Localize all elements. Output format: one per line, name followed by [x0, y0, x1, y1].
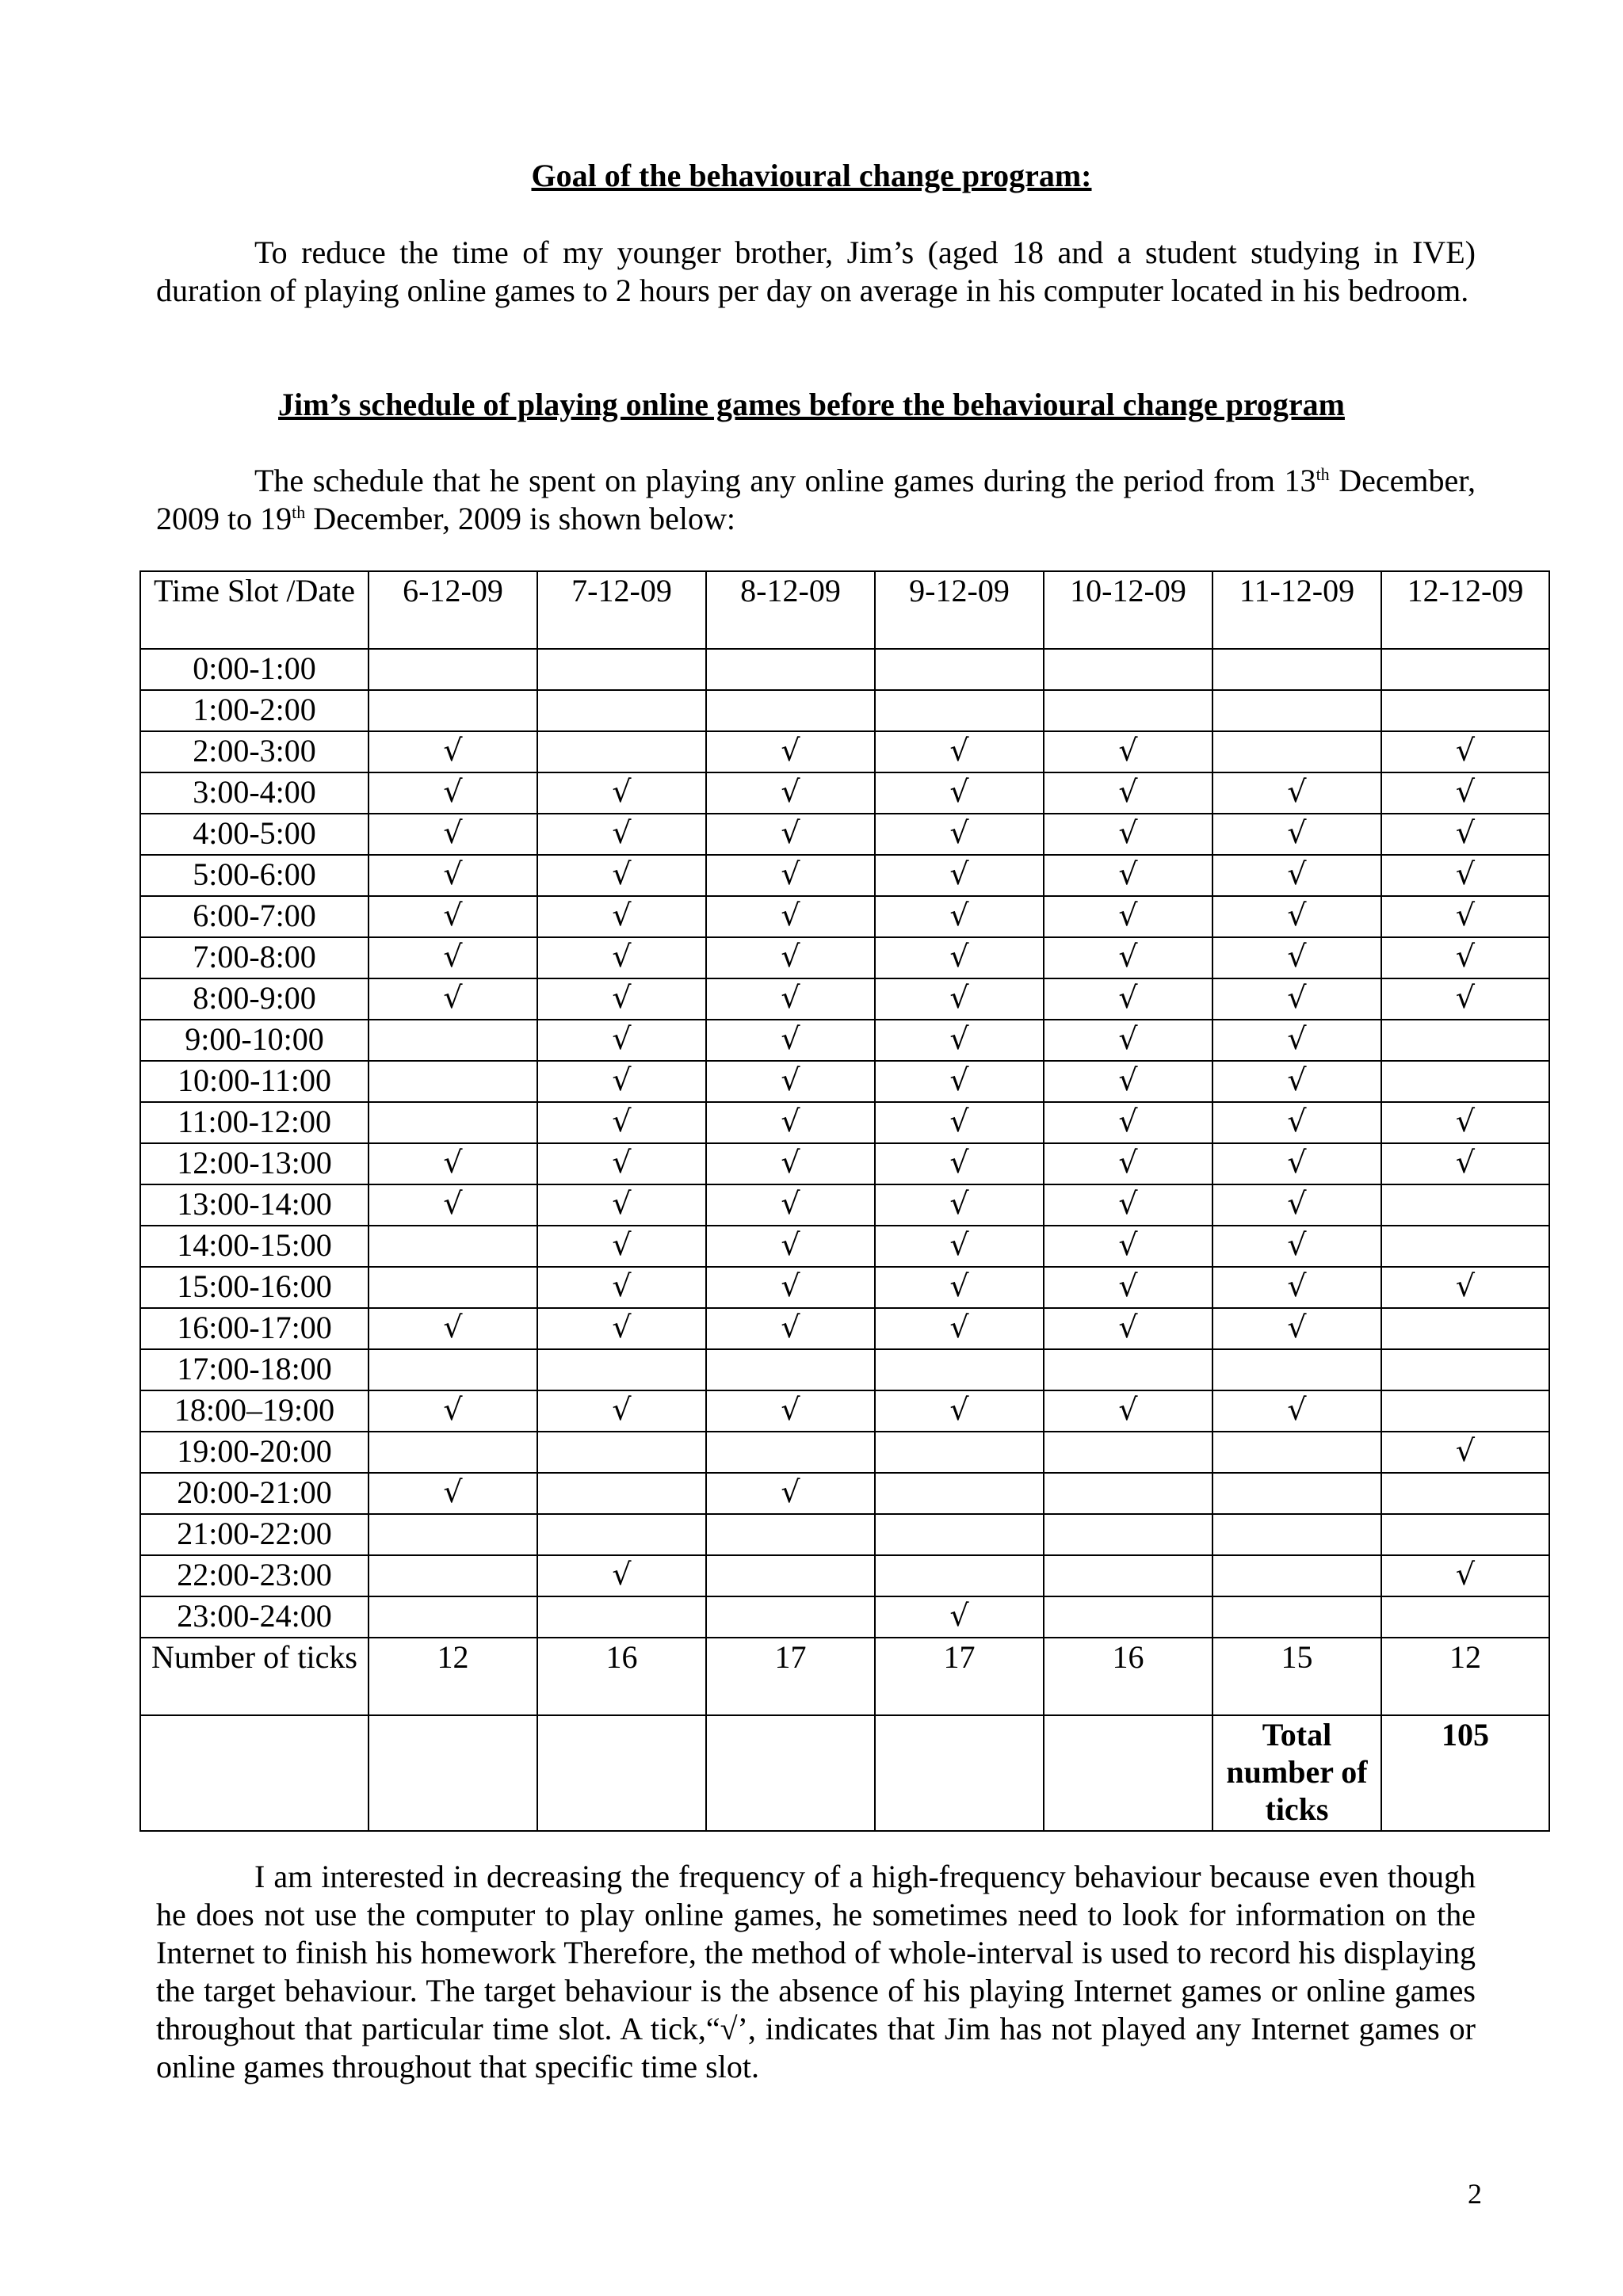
tick-cell: √ [1212, 1143, 1381, 1184]
tick-cell [875, 1349, 1044, 1390]
tick-cell [537, 1349, 706, 1390]
empty-cell [875, 1715, 1044, 1831]
tick-cell [1381, 1226, 1549, 1267]
tick-cell [1044, 690, 1212, 731]
tick-cell: √ [369, 896, 537, 937]
tick-cell: √ [1044, 814, 1212, 855]
empty-cell [369, 1715, 537, 1831]
time-slot-cell: 4:00-5:00 [140, 814, 369, 855]
time-slot-cell: 2:00-3:00 [140, 731, 369, 772]
tick-cell [1044, 1349, 1212, 1390]
tick-cell: √ [875, 731, 1044, 772]
tick-cell [537, 731, 706, 772]
table-row [140, 1473, 1549, 1514]
time-slot-cell: 17:00-18:00 [140, 1349, 369, 1390]
tick-cell: √ [537, 772, 706, 814]
tick-cell: √ [1212, 1061, 1381, 1102]
tick-cell: √ [1044, 1267, 1212, 1308]
tick-cell: √ [537, 978, 706, 1020]
tick-cell [875, 1473, 1044, 1514]
tick-cell [706, 690, 875, 731]
tick-cell [369, 1349, 537, 1390]
tick-cell: √ [1044, 1184, 1212, 1226]
tick-cell: √ [537, 1102, 706, 1143]
tick-cell: √ [875, 814, 1044, 855]
empty-cell [1044, 1715, 1212, 1831]
tick-cell: √ [706, 1061, 875, 1102]
tick-cell: √ [1212, 772, 1381, 814]
tick-cell: √ [706, 937, 875, 978]
tick-cell: √ [875, 1267, 1044, 1308]
tick-cell: √ [369, 978, 537, 1020]
tick-cell [1381, 1308, 1549, 1349]
table-row [140, 1061, 1549, 1102]
header-cell: 7-12-09 [537, 571, 706, 649]
tick-cell [1212, 649, 1381, 690]
tick-cell: √ [706, 731, 875, 772]
ticks-count-cell: 16 [537, 1638, 706, 1715]
tick-cell: √ [706, 772, 875, 814]
tick-cell [1381, 690, 1549, 731]
table-row [140, 1596, 1549, 1638]
tick-cell: √ [706, 1267, 875, 1308]
tick-cell [1044, 1473, 1212, 1514]
tick-cell [537, 1432, 706, 1473]
tick-cell: √ [369, 855, 537, 896]
tick-cell: √ [537, 1308, 706, 1349]
tick-cell: √ [1381, 1143, 1549, 1184]
tick-cell: √ [1044, 1143, 1212, 1184]
tick-cell: √ [706, 978, 875, 1020]
tick-cell [369, 649, 537, 690]
tick-cell: √ [706, 1473, 875, 1514]
tick-cell: √ [369, 937, 537, 978]
tick-cell [706, 1555, 875, 1596]
page-number: 2 [1468, 2178, 1482, 2210]
tick-cell [1381, 1514, 1549, 1555]
tick-cell: √ [1044, 896, 1212, 937]
goal-paragraph: To reduce the time of my younger brother, Jim’s (aged 18 and a student studying in IVE) duration of playing online games to 2 hours per day on average in his computer located in his bedroom. [156, 235, 1476, 308]
time-slot-cell: 6:00-7:00 [140, 896, 369, 937]
tick-cell [1044, 1596, 1212, 1638]
intro-text-2: December, 2009 to 19 [156, 463, 1476, 536]
time-slot-cell: 20:00-21:00 [140, 1473, 369, 1514]
tick-cell: √ [1044, 1061, 1212, 1102]
tick-cell: √ [1212, 1390, 1381, 1432]
tick-cell [1381, 1020, 1549, 1061]
ticks-count-cell: 17 [875, 1638, 1044, 1715]
tick-cell: √ [875, 1390, 1044, 1432]
table-row [140, 855, 1549, 896]
tick-cell [1212, 1432, 1381, 1473]
header-cell: 11-12-09 [1212, 571, 1381, 649]
tick-cell [537, 1596, 706, 1638]
tick-cell: √ [875, 1020, 1044, 1061]
tick-cell: √ [1212, 937, 1381, 978]
tick-cell [369, 1267, 537, 1308]
tick-cell: √ [1212, 855, 1381, 896]
tick-cell: √ [1044, 978, 1212, 1020]
tick-cell: √ [706, 1308, 875, 1349]
tick-cell: √ [537, 1267, 706, 1308]
tick-cell [706, 1432, 875, 1473]
tick-cell [369, 690, 537, 731]
tick-cell: √ [1044, 731, 1212, 772]
table-row [140, 1514, 1549, 1555]
time-slot-cell: 13:00-14:00 [140, 1184, 369, 1226]
tick-cell: √ [1381, 978, 1549, 1020]
tick-cell: √ [875, 978, 1044, 1020]
tick-cell: √ [369, 814, 537, 855]
table-row [140, 1349, 1549, 1390]
tick-cell [1212, 1514, 1381, 1555]
schedule-intro-paragraph [156, 462, 1476, 538]
tick-cell: √ [537, 814, 706, 855]
table-row [140, 649, 1549, 690]
tick-cell: √ [1381, 1102, 1549, 1143]
tick-cell: √ [1212, 1020, 1381, 1061]
tick-cell: √ [706, 1102, 875, 1143]
tick-cell [875, 1514, 1044, 1555]
table-row [140, 1102, 1549, 1143]
time-slot-cell: 12:00-13:00 [140, 1143, 369, 1184]
tick-cell [1212, 1473, 1381, 1514]
tick-cell [369, 1432, 537, 1473]
tick-cell: √ [706, 1226, 875, 1267]
time-slot-cell: 15:00-16:00 [140, 1267, 369, 1308]
tick-cell [369, 1061, 537, 1102]
tick-cell: √ [1212, 1184, 1381, 1226]
tick-cell: √ [875, 772, 1044, 814]
empty-cell [706, 1715, 875, 1831]
tick-cell: √ [1381, 855, 1549, 896]
tick-cell: √ [537, 1143, 706, 1184]
tick-cell: √ [706, 855, 875, 896]
tick-cell [537, 1514, 706, 1555]
tick-cell: √ [1044, 1226, 1212, 1267]
tick-cell [369, 1555, 537, 1596]
ticks-count-row [140, 1638, 1549, 1715]
ticks-count-cell: 15 [1212, 1638, 1381, 1715]
tick-cell: √ [1381, 937, 1549, 978]
tick-cell [1044, 1555, 1212, 1596]
tick-cell: √ [537, 1184, 706, 1226]
time-slot-cell: 22:00-23:00 [140, 1555, 369, 1596]
table-row [140, 896, 1549, 937]
tick-cell [369, 1226, 537, 1267]
tick-cell: √ [537, 1226, 706, 1267]
empty-cell [537, 1715, 706, 1831]
goal-heading: Goal of the behavioural change program: [531, 158, 1092, 193]
time-slot-cell: 9:00-10:00 [140, 1020, 369, 1061]
table-row [140, 1267, 1549, 1308]
time-slot-cell: 8:00-9:00 [140, 978, 369, 1020]
time-slot-cell: 0:00-1:00 [140, 649, 369, 690]
tick-cell [706, 1349, 875, 1390]
tick-cell [369, 1596, 537, 1638]
tick-cell: √ [706, 1184, 875, 1226]
tick-cell: √ [875, 1184, 1044, 1226]
tick-cell [875, 690, 1044, 731]
tick-cell [706, 649, 875, 690]
tick-cell: √ [875, 1143, 1044, 1184]
tick-cell: √ [875, 855, 1044, 896]
tick-cell [1381, 649, 1549, 690]
tick-cell: √ [1212, 1102, 1381, 1143]
tick-cell [706, 1596, 875, 1638]
tick-cell: √ [369, 1184, 537, 1226]
table-row [140, 1432, 1549, 1473]
tick-cell: √ [1381, 772, 1549, 814]
tick-cell [1044, 649, 1212, 690]
table-row [140, 1308, 1549, 1349]
tick-cell: √ [875, 1308, 1044, 1349]
tick-cell: √ [1044, 772, 1212, 814]
ticks-count-cell: 12 [369, 1638, 537, 1715]
tick-cell: √ [1044, 937, 1212, 978]
table-header-row [140, 571, 1549, 649]
tick-cell: √ [875, 1102, 1044, 1143]
total-row [140, 1715, 1549, 1831]
empty-cell [140, 1715, 369, 1831]
tick-cell: √ [875, 1226, 1044, 1267]
tick-cell: √ [369, 772, 537, 814]
tick-cell [875, 649, 1044, 690]
intro-sup-2: th [292, 502, 306, 522]
tick-cell [369, 1020, 537, 1061]
tick-cell: √ [1212, 1308, 1381, 1349]
time-slot-cell: 23:00-24:00 [140, 1596, 369, 1638]
tick-cell: √ [537, 855, 706, 896]
ticks-count-cell: 12 [1381, 1638, 1549, 1715]
ticks-count-cell: 17 [706, 1638, 875, 1715]
tick-cell: √ [537, 937, 706, 978]
tick-cell: √ [1044, 855, 1212, 896]
tick-cell [537, 1473, 706, 1514]
tick-cell [1044, 1514, 1212, 1555]
time-slot-cell: 5:00-6:00 [140, 855, 369, 896]
tick-cell [369, 1514, 537, 1555]
tick-cell: √ [369, 731, 537, 772]
time-slot-cell: 16:00-17:00 [140, 1308, 369, 1349]
tick-cell: √ [1044, 1020, 1212, 1061]
tick-cell: √ [537, 1390, 706, 1432]
tick-cell: √ [706, 896, 875, 937]
tick-cell [1381, 1349, 1549, 1390]
tick-cell [706, 1514, 875, 1555]
header-cell: 8-12-09 [706, 571, 875, 649]
tick-cell: √ [1381, 731, 1549, 772]
tick-cell: √ [875, 896, 1044, 937]
tick-cell: √ [875, 1596, 1044, 1638]
tick-cell: √ [706, 1020, 875, 1061]
tick-cell: √ [875, 937, 1044, 978]
table-row [140, 937, 1549, 978]
total-label-cell: Total number of ticks [1212, 1715, 1381, 1831]
header-cell: Time Slot /Date [140, 571, 369, 649]
header-cell: 9-12-09 [875, 571, 1044, 649]
tick-cell: √ [1044, 1390, 1212, 1432]
table-row [140, 814, 1549, 855]
tick-cell [1212, 1349, 1381, 1390]
tick-cell [1381, 1473, 1549, 1514]
tick-cell: √ [1212, 896, 1381, 937]
tick-cell: √ [369, 1390, 537, 1432]
tick-cell: √ [706, 1143, 875, 1184]
intro-sup-1: th [1316, 464, 1330, 484]
tick-cell [369, 1102, 537, 1143]
header-cell: 10-12-09 [1044, 571, 1212, 649]
tick-cell: √ [369, 1143, 537, 1184]
closing-paragraph: I am interested in decreasing the frequency of a high-frequency behaviour because even though he does not use the computer to play online games, he sometimes need to look for information on the Internet to finish his homework Therefore, the method of whole-interval is used to record his displaying the target behaviour. The target behaviour is the absence of his playing Internet games or online games throughout that particular time slot. A tick,“√’, indicates that Jim has not played any Internet games or online games throughout that specific time slot. [156, 1859, 1476, 2084]
tick-cell: √ [1381, 1432, 1549, 1473]
table-row [140, 772, 1549, 814]
tick-cell: √ [1381, 1555, 1549, 1596]
tick-cell: √ [369, 1308, 537, 1349]
tick-cell: √ [1381, 896, 1549, 937]
tick-cell [875, 1432, 1044, 1473]
tick-cell [1212, 1596, 1381, 1638]
tick-cell: √ [1381, 1267, 1549, 1308]
tick-cell: √ [706, 1390, 875, 1432]
time-slot-cell: 3:00-4:00 [140, 772, 369, 814]
tick-cell [1212, 731, 1381, 772]
time-slot-cell: 7:00-8:00 [140, 937, 369, 978]
tick-cell [1212, 690, 1381, 731]
schedule-heading: Jim’s schedule of playing online games before the behavioural change program [278, 387, 1345, 422]
table-row [140, 978, 1549, 1020]
time-slot-cell: 18:00–19:00 [140, 1390, 369, 1432]
total-value-cell: 105 [1381, 1715, 1549, 1831]
table-row [140, 1020, 1549, 1061]
table-row [140, 1390, 1549, 1432]
tick-cell: √ [537, 1020, 706, 1061]
tick-cell: √ [537, 1555, 706, 1596]
time-slot-cell: 14:00-15:00 [140, 1226, 369, 1267]
table-row [140, 1184, 1549, 1226]
table-row [140, 731, 1549, 772]
tick-cell: √ [706, 814, 875, 855]
time-slot-cell: 1:00-2:00 [140, 690, 369, 731]
time-slot-cell: 10:00-11:00 [140, 1061, 369, 1102]
table-row [140, 1143, 1549, 1184]
intro-text-3: December, 2009 is shown below: [305, 501, 735, 536]
tick-cell: √ [1381, 814, 1549, 855]
tick-cell: √ [537, 896, 706, 937]
tick-cell: √ [1212, 978, 1381, 1020]
time-slot-cell: 21:00-22:00 [140, 1514, 369, 1555]
tick-cell [1212, 1555, 1381, 1596]
ticks-label-cell: Number of ticks [140, 1638, 369, 1715]
ticks-count-cell: 16 [1044, 1638, 1212, 1715]
table-row [140, 1226, 1549, 1267]
header-cell: 12-12-09 [1381, 571, 1549, 649]
tick-cell [537, 649, 706, 690]
tick-cell [1381, 1184, 1549, 1226]
tick-cell [537, 690, 706, 731]
tick-cell: √ [1044, 1308, 1212, 1349]
schedule-table [139, 570, 1550, 1832]
tick-cell [875, 1555, 1044, 1596]
time-slot-cell: 11:00-12:00 [140, 1102, 369, 1143]
tick-cell [1381, 1390, 1549, 1432]
tick-cell: √ [537, 1061, 706, 1102]
tick-cell: √ [1212, 814, 1381, 855]
table-row [140, 1555, 1549, 1596]
tick-cell [1381, 1061, 1549, 1102]
header-cell: 6-12-09 [369, 571, 537, 649]
tick-cell: √ [369, 1473, 537, 1514]
table-row [140, 690, 1549, 731]
tick-cell: √ [875, 1061, 1044, 1102]
tick-cell [1044, 1432, 1212, 1473]
tick-cell [1381, 1596, 1549, 1638]
tick-cell: √ [1212, 1267, 1381, 1308]
time-slot-cell: 19:00-20:00 [140, 1432, 369, 1473]
tick-cell: √ [1044, 1102, 1212, 1143]
tick-cell: √ [1212, 1226, 1381, 1267]
intro-text-1: The schedule that he spent on playing any online games during the period from 13 [254, 463, 1316, 498]
